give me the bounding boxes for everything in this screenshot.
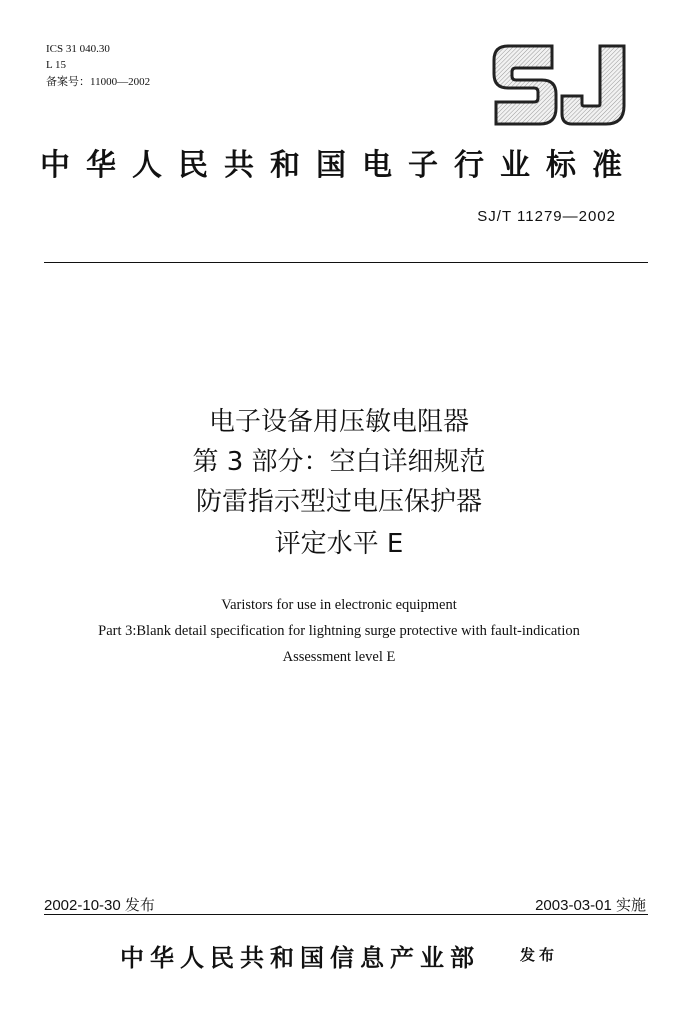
title-en-line: Part 3:Blank detail specification for lightning surge protective with fault-indication [98, 623, 580, 639]
title-zh-line: 评定水平 E [274, 529, 404, 559]
standard-category: 中华人民共和国电子行业标准 [40, 148, 638, 183]
ics-code: ICS 31 040.30 [46, 43, 110, 55]
title-zh-line: 防雷指示型过电压保护器 [195, 487, 482, 517]
divider-bottom [44, 914, 648, 915]
issue-date: 2002-10-30 发布 [44, 897, 155, 914]
title-zh-line: 电子设备用压敏电阻器 [208, 407, 469, 437]
sj-logo [490, 40, 632, 130]
title-zh-line: 第 3 部分：空白详细规范 [192, 447, 486, 477]
record-number: 备案号：11000—2002 [46, 76, 151, 88]
implementation-date: 2003-03-01 实施 [535, 897, 646, 914]
divider-top [44, 262, 648, 263]
title-en-line: Varistors for use in electronic equipment [221, 597, 457, 613]
issuer-suffix: 发布 [520, 946, 559, 964]
standard-number: SJ/T 11279—2002 [477, 208, 616, 225]
issuer-name: 中华人民共和国信息产业部 [120, 944, 480, 972]
title-en-line: Assessment level E [282, 649, 396, 665]
ccs-code: L 15 [46, 59, 67, 71]
